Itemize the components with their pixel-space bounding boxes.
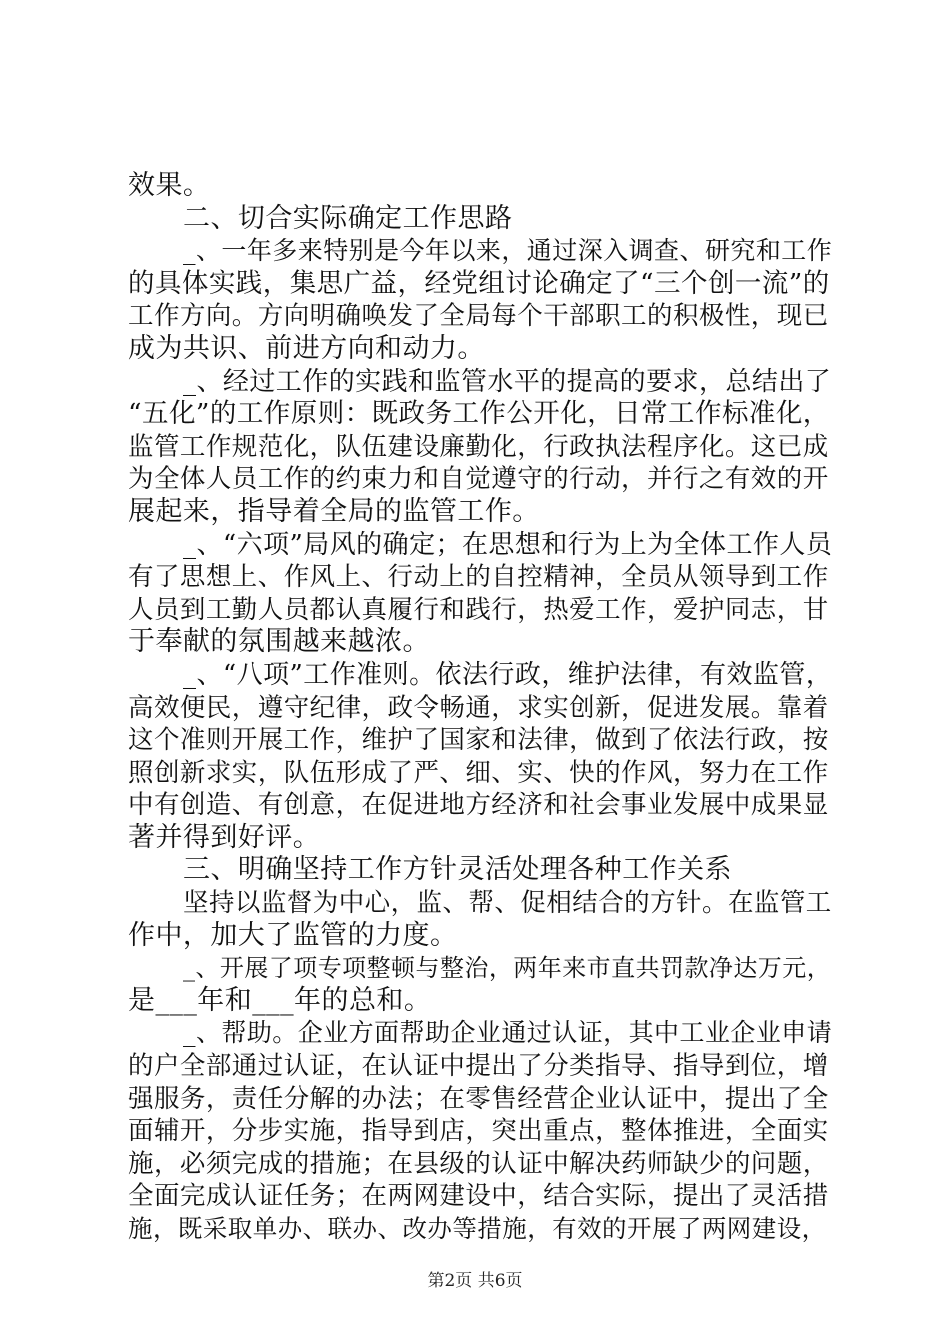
text-line: 人员到工勤人员都认真履行和践行，热爱工作，爱护同志，甘 xyxy=(128,594,829,625)
text-line: 施，既采取单办、联办、改办等措施，有效的开展了两网建设， xyxy=(128,1214,827,1243)
text-line: 中有创造、有创意，在促进地方经济和社会事业发展中成果显 xyxy=(128,790,829,821)
text-line: 于奉献的氛围越来越浓。 xyxy=(128,626,430,658)
text-line: _、一年多来特别是今年以来，通过深入调查、研究和工作 xyxy=(183,236,833,266)
text-line: 的户全部通过认证，在认证中提出了分类指导、指导到位，增 xyxy=(128,1051,829,1082)
text-line: 强服务，责任分解的办法；在零售经营企业认证中，提出了全 xyxy=(128,1083,829,1114)
text-line: 有了思想上、作风上、行动上的自控精神，全员从领导到工作 xyxy=(128,562,829,593)
text-line: 是___年和___年的总和。 xyxy=(128,984,432,1016)
page-number-indicator: 第2页 共6页 xyxy=(427,1271,523,1291)
text-line: _、经过工作的实践和监管水平的提高的要求，总结出了 xyxy=(183,366,832,397)
text-line: 成为共识、前进方向和动力。 xyxy=(128,332,485,364)
text-line: 三、明确坚持工作方针灵活处理各种工作关系 xyxy=(183,854,732,886)
text-line: 照创新求实，队伍形成了严、细、实、快的作风，努力在工作 xyxy=(128,757,829,788)
text-line: 作中，加大了监管的力度。 xyxy=(128,919,458,951)
text-line: 的具体实践，集思广益，经党组讨论确定了“三个创一流”的 xyxy=(128,267,830,299)
text-line: 展起来，指导着全局的监管工作。 xyxy=(128,495,540,527)
text-line: 施，必须完成的措施；在县级的认证中解决药师缺少的问题， xyxy=(128,1148,829,1179)
text-line: _、“八项”工作准则。依法行政，维护法律，有效监管， xyxy=(183,659,833,690)
text-line: 二、切合实际确定工作思路 xyxy=(183,202,513,234)
text-line: 为全体人员工作的约束力和自觉遵守的行动，并行之有效的开 xyxy=(128,464,829,495)
text-line: _、开展了项专项整顿与整治，两年来市直共罚款净达万元， xyxy=(183,954,832,983)
text-line: 这个准则开展工作，维护了国家和法律，做到了依法行政，按 xyxy=(128,725,829,756)
text-line: “五化”的工作原则：既政务工作公开化，日常工作标准化， xyxy=(128,398,830,430)
text-line: 效果。 xyxy=(128,170,211,201)
page-footer xyxy=(0,1270,950,1292)
text-line: 监管工作规范化，队伍建设廉勤化，行政执法程序化。这已成 xyxy=(128,431,829,462)
text-line: 高效便民，遵守纪律，政令畅通，求实创新，促进发展。靠着 xyxy=(128,692,829,723)
text-line: 面辅开，分步实施，指导到店，突出重点，整体推进，全面实 xyxy=(128,1116,829,1147)
text-line: 著并得到好评。 xyxy=(128,821,321,853)
document-body xyxy=(128,170,840,1246)
text-line: 全面完成认证任务；在两网建设中，结合实际，提出了灵活措 xyxy=(128,1181,829,1212)
text-line: _、“六项”局风的确定；在思想和行为上为全体工作人员 xyxy=(183,529,833,560)
text-line: 工作方向。方向明确唤发了全局每个干部职工的积极性，现已 xyxy=(128,301,829,332)
text-line: 坚持以监督为中心，监、帮、促相结合的方针。在监管工 xyxy=(183,888,832,919)
text-line: _、帮助。企业方面帮助企业通过认证，其中工业企业申请 xyxy=(183,1018,833,1048)
